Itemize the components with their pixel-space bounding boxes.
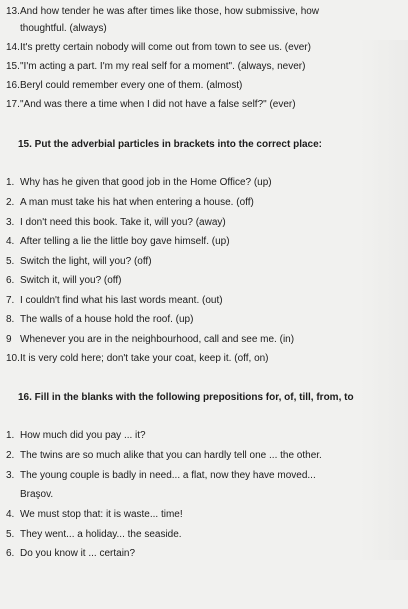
exercise-item-17: 17."And was there a time when I did not have a false self?" (ever) xyxy=(6,99,296,110)
section-16-item-2: 2. The twins are so much alike that you can hardly tell one ... the other. xyxy=(6,450,322,461)
section-15-item-8: 8. The walls of a house hold the roof. (up) xyxy=(6,314,194,325)
exercise-item-14: 14.It's pretty certain nobody will come out from town to see us. (ever) xyxy=(6,42,311,53)
section-15-item-6: 6. Switch it, will you? (off) xyxy=(6,275,122,286)
section-15-item-3: 3. I don't need this book. Take it, will you? (away) xyxy=(6,217,226,228)
section-16-item-5: 5. They went... a holiday... the seaside. xyxy=(6,529,182,540)
section-15-item-10: 10.It is very cold here; don't take your coat, keep it. (off, on) xyxy=(6,353,269,364)
section-15-item-4: 4. After telling a lie the little boy gave himself. (up) xyxy=(6,236,230,247)
exercise-item-13: 13.And how tender he was after times like those, how submissive, how xyxy=(6,6,320,17)
section-16-item-1: 1. How much did you pay ... it? xyxy=(6,430,146,441)
section-15-item-2: 2. A man must take his hat when entering a house. (off) xyxy=(6,197,254,208)
exercise-item-16: 16.Beryl could remember every one of them. (almost) xyxy=(6,80,243,91)
section-16-item-6: 6. Do you know it ... certain? xyxy=(6,548,136,559)
section-16-item-3: 3. The young couple is badly in need... a flat, now they have moved... xyxy=(6,470,316,481)
section-15-item-1: 1. Why has he given that good job in the Home Office? (up) xyxy=(6,177,272,188)
section-16-item-3-continued: Braşov. xyxy=(20,489,54,500)
section-16-heading: 16. Fill in the blanks with the following prepositions for, of, till, from, to xyxy=(18,392,354,403)
bleed-through-shadow xyxy=(360,40,408,560)
exercise-item-15: 15."I'm acting a part. I'm my real self for a moment". (always, never) xyxy=(6,61,306,72)
section-15-item-9: 9 Whenever you are in the neighbourhood, call and see me. (in) xyxy=(6,334,295,345)
section-15-item-7: 7. I couldn't find what his last words meant. (out) xyxy=(6,295,223,306)
section-16-item-4: 4. We must stop that: it is waste... time! xyxy=(6,509,183,520)
section-15-item-5: 5. Switch the light, will you? (off) xyxy=(6,256,152,267)
exercise-item-13-continued: thoughtful. (always) xyxy=(20,23,107,34)
section-15-heading: 15. Put the adverbial particles in brackets into the correct place: xyxy=(18,139,322,150)
